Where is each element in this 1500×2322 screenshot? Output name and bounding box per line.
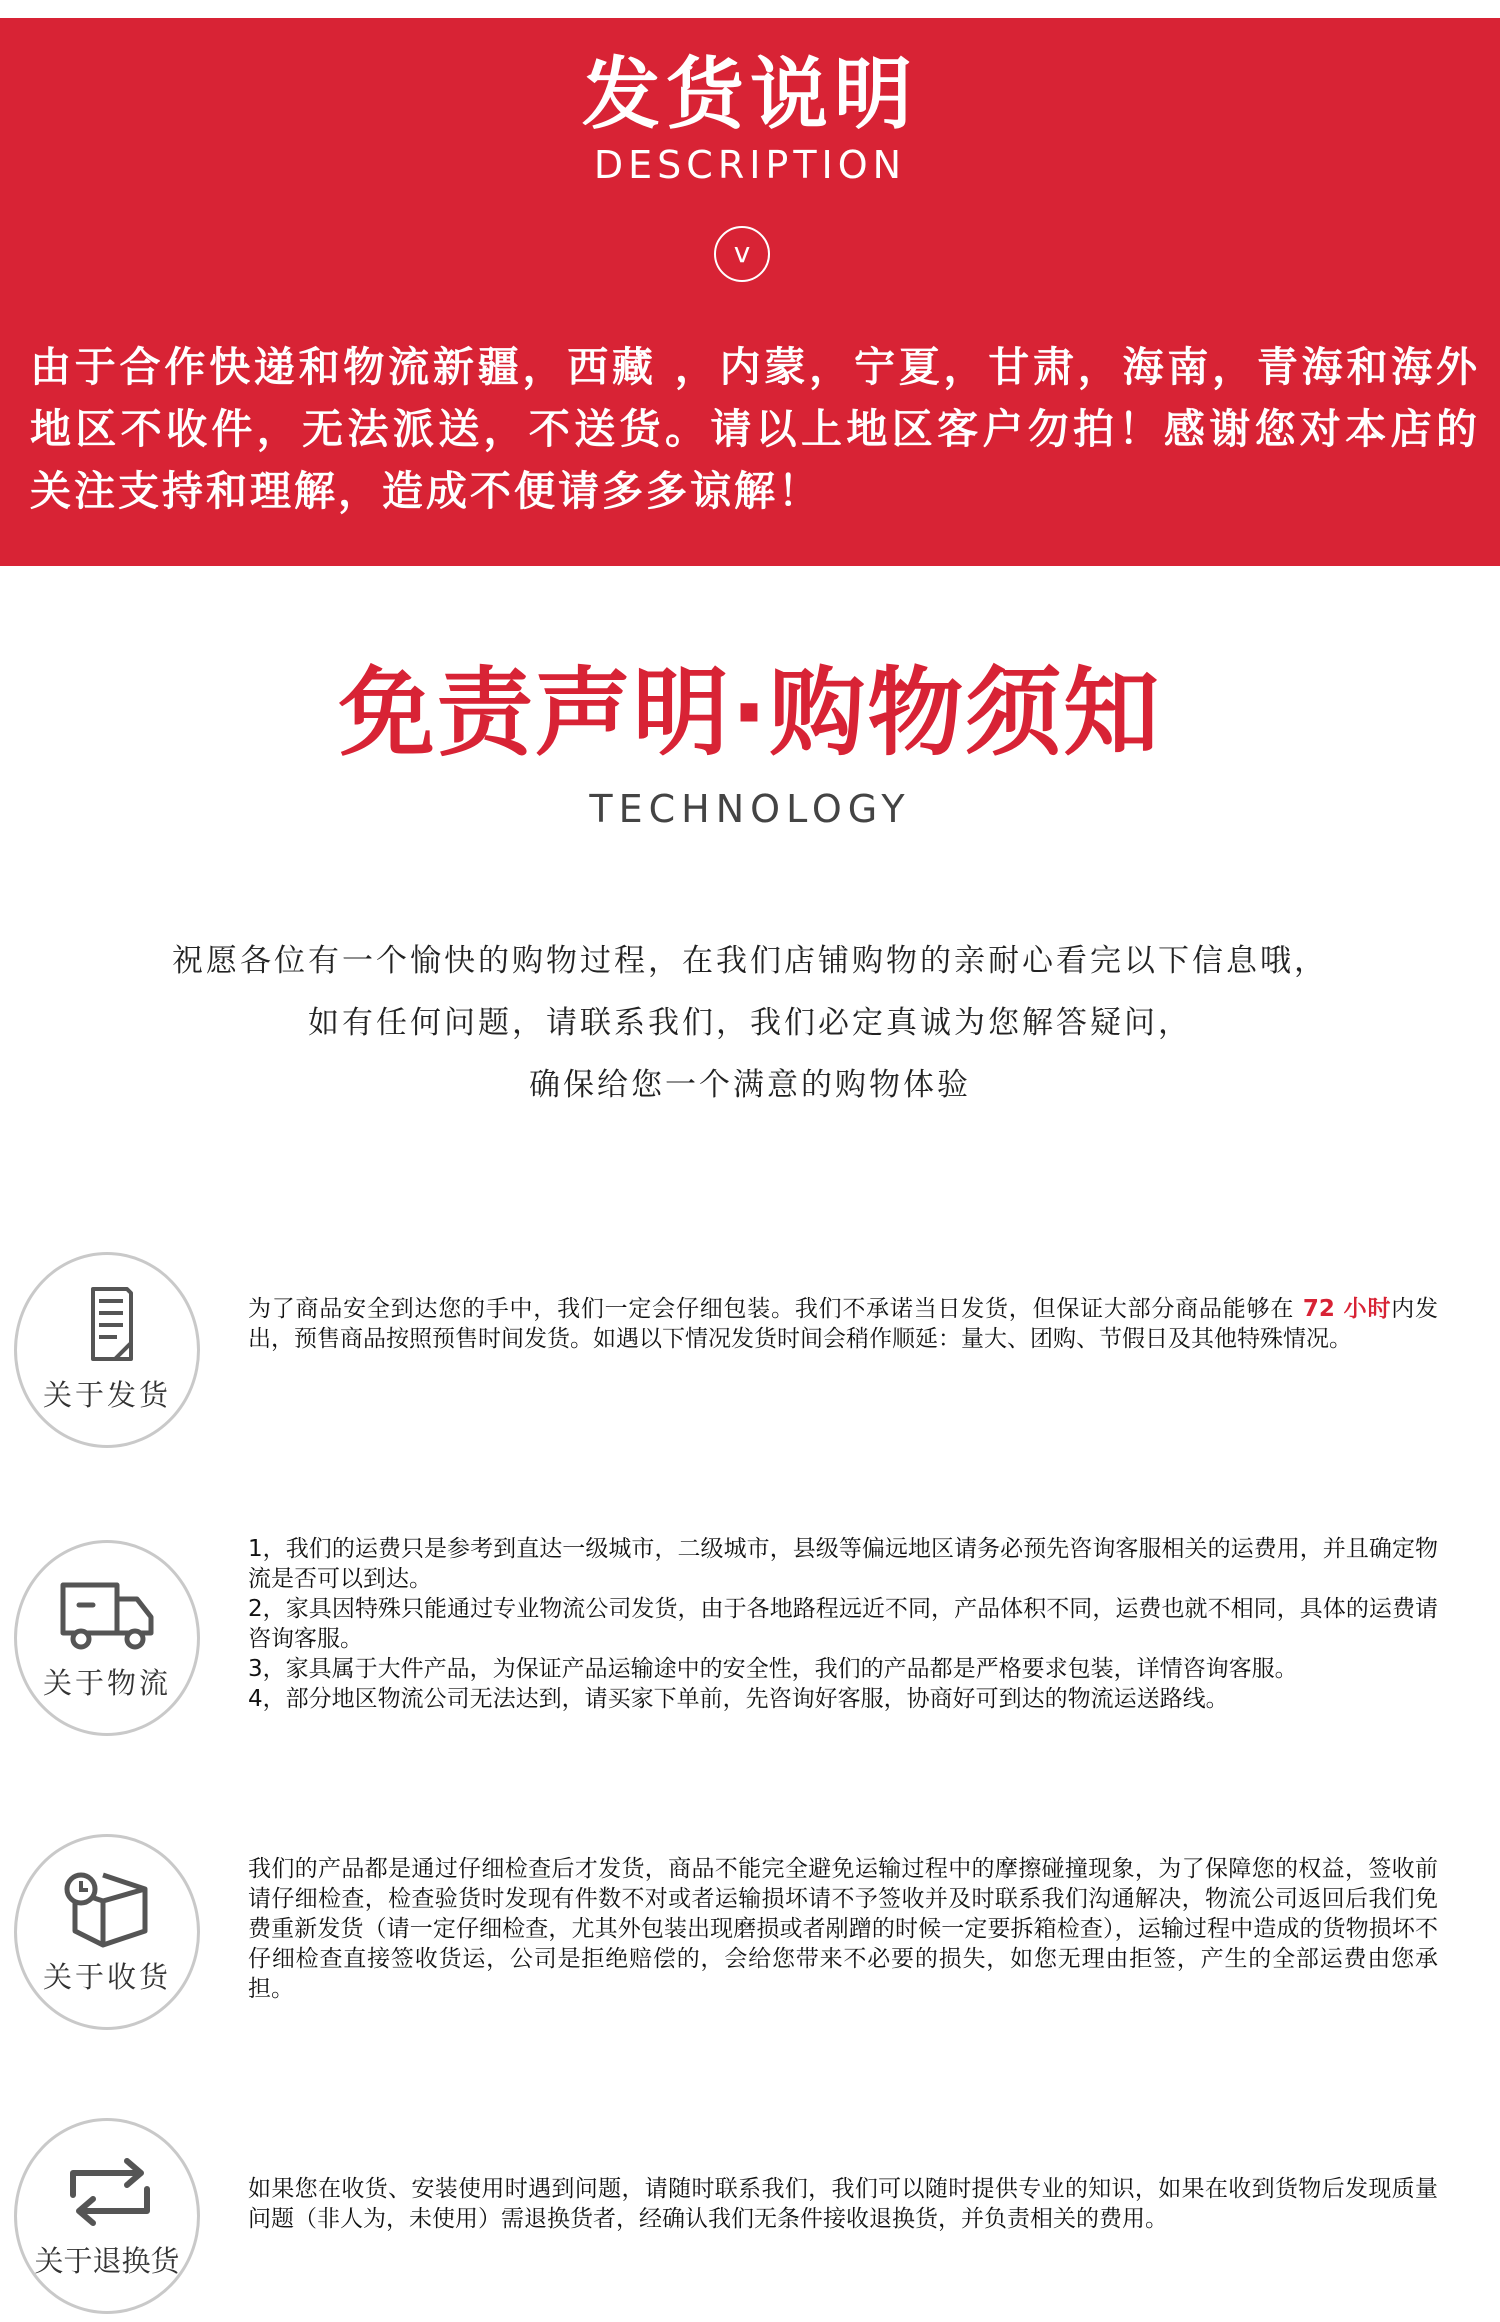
package-clock-icon xyxy=(55,1865,165,1955)
shipping-notice: 由于合作快递和物流新疆，西藏 ，内蒙，宁夏，甘肃，海南，青海和海外地区不收件，无法派送，不送货。请以上地区客户勿拍！感谢您对本店的关注支持和理解，造成不便请多多谅解！ xyxy=(30,343,1480,515)
item-text: 如果您在收货、安装使用时遇到问题，请随时联系我们，我们可以随时提供专业的知识，如果在收到货物后发现质量问题（非人为，未使用）需退换货者，经确认我们无条件接收退换货，并负责相关的费用。 xyxy=(248,2176,1438,2232)
intro-text xyxy=(0,930,1500,1116)
banner-title: 发货说明 xyxy=(581,50,918,140)
highlight-72h: 72 小时 xyxy=(1294,1296,1392,1322)
item-badge xyxy=(14,1540,200,1736)
exchange-icon xyxy=(55,2149,165,2239)
item-badge xyxy=(14,2118,200,2314)
item-label: 关于收货 xyxy=(42,1960,171,1994)
logistics-point: 4，部分地区物流公司无法达到，请买家下单前，先咨询好客服，协商好可到达的物流运送路线。 xyxy=(248,1686,1229,1712)
logistics-point: 3，家具属于大件产品，为保证产品运输途中的安全性，我们的产品都是严格要求包装，详情咨询客服。 xyxy=(248,1656,1298,1682)
section-title: 免责声明·购物须知 xyxy=(338,657,1162,769)
intro-line: 祝愿各位有一个愉快的购物过程，在我们店铺购物的亲耐心看完以下信息哦， xyxy=(172,943,1328,979)
logistics-point: 1，我们的运费只是参考到直达一级城市，二级城市，县级等偏远地区请务必预先咨询客服相关的运费用，并且确定物流是否可以到达。 xyxy=(248,1536,1438,1592)
truck-icon xyxy=(55,1571,165,1661)
item-badge xyxy=(14,1252,200,1448)
item-text xyxy=(248,1534,1438,1714)
document-icon xyxy=(55,1283,165,1373)
item-badge xyxy=(14,1834,200,2030)
item-text: 我们的产品都是通过仔细检查后才发货，商品不能完全避免运输过程中的摩擦碰撞现象，为了保障您的权益，签收前请仔细检查，检查验货时发现有件数不对或者运输损坏请不予签收并及时联系我们沟通解决，物流公司返回后我们免费重新发货（请一定仔细检查，尤其外包装出现磨损或者剐蹭的时候一定要拆箱检查），运输过程中造成的货物损坏不仔细检查直接签收货运，公司是拒绝赔偿的，会给您带来不必要的损失，如您无理由拒签，产生的全部运费由您承担。 xyxy=(248,1856,1438,2002)
logistics-point: 2，家具因特殊只能通过专业物流公司发货，由于各地路程远近不同，产品体积不同，运费也就不相同，具体的运费请咨询客服。 xyxy=(248,1596,1438,1652)
shipping-banner xyxy=(0,18,1500,566)
item-text: 为了商品安全到达您的手中，我们一定会仔细包装。我们不承诺当日发货，但保证大部分商品能够在 72 小时内发出，预售商品按照预售时间发货。如遇以下情况发货时间会稍作顺延：量大、团购、节假日及其他特殊情况。 xyxy=(248,1296,1439,1352)
intro-line: 确保给您一个满意的购物体验 xyxy=(529,1067,971,1103)
section-subtitle: TECHNOLOGY xyxy=(589,787,911,831)
item-label: 关于物流 xyxy=(42,1666,171,1700)
item-label: 关于发货 xyxy=(42,1378,171,1412)
item-label: 关于退换货 xyxy=(34,2244,180,2278)
intro-line: 如有任何问题，请联系我们，我们必定真诚为您解答疑问， xyxy=(308,1005,1192,1041)
chevron-down-icon: v xyxy=(714,226,770,282)
banner-subtitle: DESCRIPTION xyxy=(593,143,907,187)
